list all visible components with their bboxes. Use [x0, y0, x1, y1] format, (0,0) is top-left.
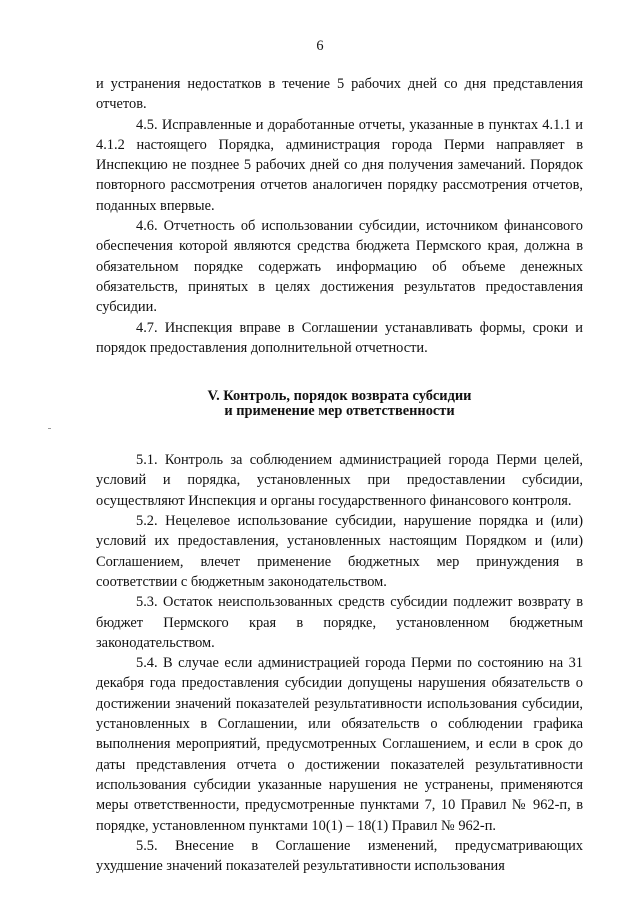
paragraph-5-5: 5.5. Внесение в Соглашение изменений, предусматривающих ухудшение значений показателей результативности использования [96, 837, 583, 875]
paragraph-5-1: 5.1. Контроль за соблюдением администрацией города Перми целей, условий и порядка, установленных при предоставлении субсидии, осуществляют Инспекция и органы государственного финансового контроля. [96, 452, 583, 509]
page-number: 6 [316, 38, 324, 54]
paragraph-4-7: 4.7. Инспекция вправе в Соглашении устанавливать формы, сроки и порядок предоставления дополнительной отчетности. [96, 319, 583, 356]
paragraph-5-4: 5.4. В случае если администрацией города Перми по состоянию на 31 декабря года предоставления субсидии допущены нарушения обязательств о достижении значений показателей результативности использования субсидии, установленных в Соглашении, или обязательств о соблюдении графика выполнения мероприятий, предусмотренных Соглашением, и если в срок до даты представления отчета о достижении показателей результативности использования субсидии указанные нарушения не устранены, применяются меры ответственности, предусмотренные пунктами 7, 10 Правил № 962-п, в порядке, установленном пунктами 10(1) – 18(1) Правил № 962-п. [96, 655, 583, 834]
paragraph-5-3: 5.3. Остаток неиспользованных средств субсидии подлежит возврату в бюджет Пермского края в порядке, установленном бюджетным законодательством. [96, 594, 583, 651]
paragraph-4-5: 4.5. Исправленные и доработанные отчеты, указанные в пунктах 4.1.1 и 4.1.2 настоящего Порядка, администрация города Перми направляет в Инспекцию не позднее 5 рабочих дней со дня получения замечаний. Порядок повторного рассмотрения отчетов аналогичен порядку рассмотрения отчетов, поданных впервые. [96, 116, 583, 214]
section-heading-line1: V. Контроль, порядок возврата субсидии [207, 388, 472, 405]
section-heading [96, 389, 583, 419]
margin-mark [48, 428, 51, 429]
section-heading-line2: и применение мер ответственности [224, 403, 455, 420]
paragraph-4-6: 4.6. Отчетность об использовании субсидии, источником финансового обеспечения которой являются средства бюджета Пермского края, должна в обязательном порядке содержать информацию об объеме денежных обязательств, принятых в целях достижения результатов предоставления субсидии. [96, 218, 583, 316]
paragraph-continuation: и устранения недостатков в течение 5 рабочих дней со дня представления отчетов. [96, 76, 583, 113]
document-body [96, 74, 583, 876]
paragraph-5-2: 5.2. Нецелевое использование субсидии, нарушение порядка и (или) условий их предоставления, установленных настоящим Порядком и (или) Соглашением, влечет применение бюджетных мер принуждения в соответствии с бюджетным законодательством. [96, 513, 583, 590]
